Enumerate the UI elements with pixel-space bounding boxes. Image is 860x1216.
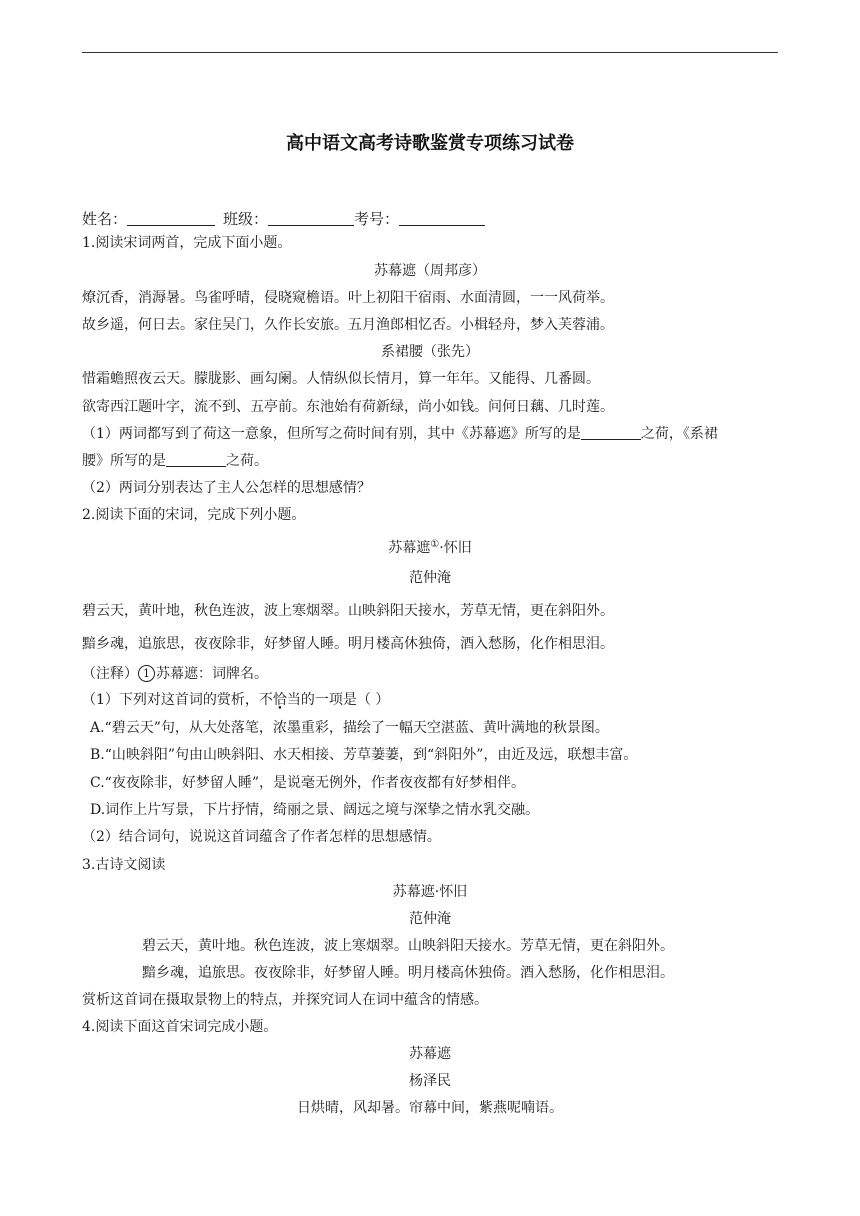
q2-sub1-emphasis-text: 不恰当: [258, 692, 301, 708]
q1-poem1-line1: 燎沉香，消溽暑。鸟雀呼晴，侵晓窥檐语。叶上初阳干宿雨、水面清圆，一一风荷举。: [82, 290, 614, 306]
q2-line2: 黯乡魂，追旅思，夜夜除非，好梦留人睡。明月楼高休独倚，酒入愁肠，化作相思泪。: [82, 636, 614, 652]
page-title: 高中语文高考诗歌鉴赏专项练习试卷: [286, 133, 574, 154]
q2-option-a[interactable]: A.“碧云天”句，从大处落笔，浓墨重彩，描绘了一幅天空湛蓝、黄叶满地的秋景图。: [90, 720, 609, 736]
student-info-row: [82, 209, 485, 229]
q3-stem: 3.古诗文阅读: [82, 857, 166, 873]
q2-footnote-mark: ①: [430, 539, 440, 550]
q3-prompt: 赏析这首词在摄取景物上的特点，并探究词人在词中蕴含的情感。: [82, 992, 488, 1008]
header-rule: [82, 52, 778, 53]
q1-stem: 1.阅读宋词两首，完成下面小题。: [82, 235, 292, 251]
q1-answer-blank-2[interactable]: [166, 452, 226, 467]
q2-sub1-text-a: （1）下列对这首词的赏析，: [82, 692, 259, 708]
q2-stem: 2.阅读下面的宋词，完成下列小题。: [82, 507, 306, 523]
q1-sub1-text-a: （1）两词都写到了荷这一意象，但所写之荷时间有别，其中《苏幕遮》所写的是: [82, 426, 581, 442]
q1-poem1-line2: 故乡遥，何日去。家住吴门，久作长安旅。五月渔郎相忆否。小楫轻舟，梦入芙蓉浦。: [82, 317, 614, 333]
name-blank[interactable]: [127, 210, 215, 226]
q3-title: 苏幕遮·怀旧: [392, 884, 468, 900]
q2-sub1: [82, 690, 389, 710]
q2-option-c[interactable]: C.“夜夜除非，好梦留人睡”，是说毫无例外，作者夜夜都有好梦相伴。: [90, 775, 525, 791]
q2-option-b[interactable]: B.“山映斜阳”句由山映斜阳、水天相接、芳草萋萋，到“斜阳外”，由近及远，联想丰富。: [90, 747, 638, 763]
q2-note-text: 苏幕遮：词牌名。: [156, 666, 268, 682]
q1-poem2-line1: 惜霜蟾照夜云天。朦胧影、画勾阑。人情纵似长情月，算一年年。又能得、几番圆。: [82, 371, 600, 387]
q4-title: 苏幕遮: [409, 1046, 451, 1062]
q1-answer-blank-1[interactable]: [581, 425, 641, 440]
q1-sub1-line1: [82, 424, 718, 444]
q1-sub2: （2）两词分别表达了主人公怎样的思想感情？: [82, 480, 371, 496]
class-label: 班级：: [223, 210, 269, 228]
q1-poem2-line2: 欲寄西江题叶字，流不到、五亭前。东池始有荷新绿，尚小如钱。问何日藕、几时莲。: [82, 399, 614, 415]
q3-line2: 黯乡魂，追旅思。夜夜除非，好梦留人睡。明月楼高休独倚。酒入愁肠，化作相思泪。: [142, 965, 674, 981]
q1-sub1-text-b: 之荷，《系裙: [640, 426, 718, 442]
q2-note: [82, 664, 268, 684]
name-label: 姓名：: [82, 210, 128, 228]
q2-line1: 碧云天，黄叶地，秋色连波，波上寒烟翠。山映斜阳天接水，芳草无情，更在斜阳外。: [82, 603, 614, 619]
q1-sub1-text-c: 腰》所写的是: [82, 453, 166, 469]
id-blank[interactable]: [399, 210, 485, 226]
q4-stem: 4.阅读下面这首宋词完成小题。: [82, 1019, 278, 1035]
q2-note-prefix: （注释）: [82, 666, 138, 682]
q2-title: [0, 535, 860, 558]
q1-sub1-line2: [82, 451, 268, 471]
q3-line1: 碧云天，黄叶地。秋色连波，波上寒烟翠。山映斜阳天接水。芳草无情，更在斜阳外。: [142, 938, 674, 954]
q2-sub2: （2）结合词句，说说这首词蕴含了作者怎样的思想感情。: [82, 829, 441, 845]
q2-title-a: 苏幕遮: [388, 540, 431, 556]
id-label: 考号：: [354, 210, 400, 228]
q4-line1: 日烘晴，风却暑。帘幕中间，紫燕呢喃语。: [297, 1100, 563, 1116]
q1-poem2-title: 系裙腰（张先）: [381, 344, 479, 360]
q3-author: 范仲淹: [409, 911, 451, 927]
q2-sub1-text-b: 的一项是（ ）: [300, 692, 390, 708]
q1-poem1-title: 苏幕遮（周邦彦）: [374, 263, 486, 279]
q2-sub1-emphasis: [259, 692, 301, 708]
q2-author: 范仲淹: [409, 570, 451, 586]
q2-option-d[interactable]: D.词作上片写景，下片抒情，绮丽之景、阔远之境与深挚之情水乳交融。: [90, 802, 540, 818]
class-blank[interactable]: [268, 210, 354, 226]
q2-title-b: ·怀旧: [439, 540, 472, 556]
q4-author: 杨泽民: [409, 1073, 451, 1089]
q2-note-circle: 1: [138, 665, 155, 682]
q1-sub1-text-d: 之荷。: [226, 453, 268, 469]
